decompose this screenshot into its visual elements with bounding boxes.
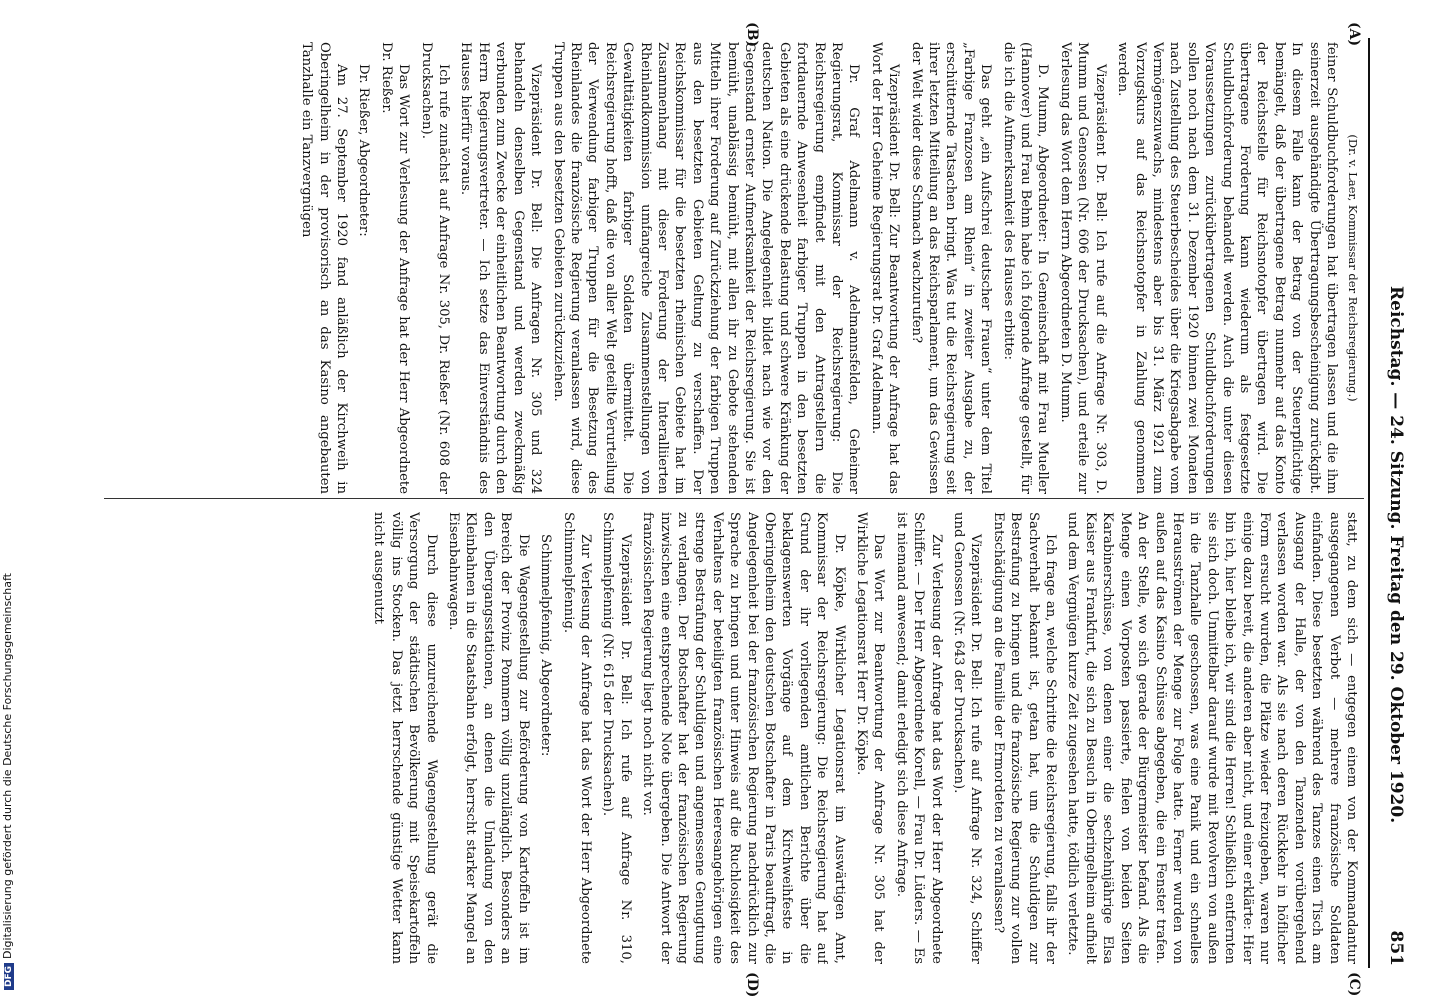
paragraph: Ich rufe zunächst auf Anfrage Nr. 305, Dr. Rießer (Nr. 608 der Drucksachen).	[418, 42, 452, 494]
paragraph: Vizepräsident Dr. Bell: Die Anfragen Nr. 305 und 324 behandeln denselben Gegenstand und werden zweckmäßig verbunden zum Zwecke der einheitlichen Beantwortung durch den Herrn Regierungsvertreter. — Ich setze das Einverständnis des Hauses hierfür voraus.	[458, 42, 544, 494]
left-column	[110, 42, 1360, 494]
paragraph: Dr. Köpke, Wirklicher Legationsrat im Auswärtigen Amt, Kommissar der Reichsregierung: Die Reichsregierung hat auf Grund der ihr vorliegenden amtlichen Berichte über die beklagenswerten Vorgänge auf dem Kirchweihfeste in Oberingelheim den deutschen Botschafter in Paris beauftragt, die Angelegenheit bei der französischen Regierung nachdrücklich zur Sprache zu bringen und unter Hinweis auf die Ruchlosigkeit des Verhaltens der beteiligten französischen Heeresangehörigen eine strenge Bestrafung der Schuldigen und angemessene Genugtuung zu verlangen. Der Botschafter hat der französischen Regierung inzwischen eine entsprechende Note übergeben. Die Antwort der französischen Regierung liegt noch nicht vor.	[640, 512, 847, 964]
header-title: Reichstag. — 24. Sitzung. Freitag den 29. Oktober 1920.	[1386, 286, 1406, 824]
margin-marker-c: (C)	[1346, 972, 1362, 997]
column-divider	[104, 498, 1364, 499]
dfg-logo: DFG	[4, 963, 14, 990]
header-rule	[1368, 38, 1370, 968]
paragraph: statt, zu dem sich — entgegen einem von der Kommandantur ausgegangenen Verbot — mehrere französische Soldaten einfanden. Diese besetzten während des Tanzes einen Tisch am Ausgang der Halle, der von den Tanzenden vorübergehend verlassen worden war. Als sie nach deren Rückkehr in höflicher Form ersucht wurden, die Plätze wieder freizugeben, waren nur einige dazu bereit, die anderen aber nicht, und einer erklärte: Hier bin ich, hier bleibe ich, wir sind die Herren! Schließlich entfernten sie sich doch. Unmittelbar darauf wurde mit Revolvern von außen in die Tanzhalle geschossen, was eine Panik und ein schnelles Herausströmen der Menge zur Folge hatte. Ferner wurden von außen auf das Kasino Schüsse abgegeben, die ein Fenster trafen. An der Stelle, wo sich gerade der Bürgermeister befand. Als die Menge einen Vorposten passierte, fielen von beiden Seiten Karabinerschüsse, von denen einer die sechzehnjährige Elsa Kaiser aus Frankfurt, die sich zu Besuch in Oberingelheim aufhielt und dem Vergnügen kurze Zeit zugesehen hatte, tödlich verletzte.	[1065, 512, 1359, 964]
document-page	[90, 22, 1410, 998]
digitization-note	[1, 0, 17, 990]
page-number: 851	[1386, 930, 1406, 966]
digitization-note-text: Digitalisierung gefördert durch die Deutsche Forschungsgemeinschaft	[1, 573, 14, 959]
margin-marker-d: (D)	[744, 972, 760, 998]
paragraph: D. Mumm, Abgeordneter: In Gemeinschaft mit Frau Mueller (Hannover) und Frau Behm habe ich folgende Anfrage gestellt, für die ich die Aufmerksamkeit des Hauses erbitte:	[1000, 42, 1051, 494]
paragraph: Das Wort zur Beantwortung der Anfrage Nr. 305 hat der Wirkliche Legationsrat Herr Dr. Köpke.	[854, 512, 887, 964]
paragraph: Vizepräsident Dr. Bell: Ich rufe auf die Anfrage Nr. 303, D. Mumm und Genossen (Nr. 606 der Drucksachen), und erteile zur Verlesung das Wort dem Herrn Abgeordneten D. Mumm.	[1057, 42, 1108, 494]
paragraph: Durch diese unzureichende Wagengestellung gerät die Versorgung der städtischen Bevölkerung mit Speisekartoffeln völlig ins Stocken. Das jetzt herrschende günstige Wetter kann nicht ausgenutzt	[371, 512, 439, 964]
speaker-running-head: (Dr. v. Laer, Kommissar der Reichsregierung.)	[1346, 134, 1360, 402]
paragraph: Schimmelpfennig, Abgeordneter:	[538, 534, 554, 757]
paragraph: Dr. Graf Adelmann v. Adelmannsfelden, Geheimer Regierungsrat, Kommissar der Reichsregierung: Die Reichsregierung empfindet mit den Antragstellern die fortdauernde Anwesenheit farbiger Truppen in den besetzten Gebieten als eine drückende Belastung und schwere Kränkung der deutschen Nation. Die Angelegenheit bildet nach wie vor den Gegenstand ernster Aufmerksamkeit der Reichsregierung. Sie ist bemüht, unablässig bemüht, mit allen ihr zu Gebote stehenden Mitteln ihrer Forderung auf Zurückziehung der farbigen Truppen aus den besetzten Gebieten Geltung zu verschaffen. Der Reichskommissar für die besetzten rheinischen Gebiete hat im Zusammenhang mit dieser Forderung der Interalliierten Rheinlandkommission umfangreiche Zusammenstellungen von Gewalttätigkeiten farbiger Soldaten übermittelt. Die Reichsregierung hofft, daß die von aller Welt geteilte Verurteilung der Verwendung farbiger Truppen für die Besetzung des Rheinlandes die französische Regierung veranlassen wird, diese Truppen aus den besetzten Gebieten zurückzuziehen.	[550, 42, 862, 494]
paragraph: Vizepräsident Dr. Bell: Ich rufe auf Anfrage Nr. 324, Schiffer und Genossen (Nr. 643 der Drucksachen).	[951, 512, 984, 964]
paragraph: feiner Schuldbuchforderungen hat übertragen lassen und die ihm seinerzeit ausgehändigte Übertragungsbescheinigung zurückgibt. In diesem Falle kann der Betrag von der Steuerpflichtige bemängelt, daß der übertragene Betrag nunmehr auf das Konto der Reichsstelle für Reichsnotopfer übertragen wird. Die übertragene Forderung kann wiederum als festgesetzte Schuldbuchforderung behandelt werden. Auch die unter diesen Voraussetzungen zurückübertragenen Schuldbuchforderungen sollen noch nach dem 31. Dezember 1920 binnen zwei Monaten nach Zustellung des Steuerbescheides über die Kriegsabgabe vom Vermögenszuwachs, mindestens aber bis 31. März 1921 zum Vorzugskurs auf das Reichsnotopfer in Zahlung genommen werden.	[1115, 42, 1339, 494]
paragraph: Vizepräsident Dr. Bell: Ich rufe auf Anfrage Nr. 310, Schimmelpfennig (Nr. 615 der Drucksachen).	[600, 512, 633, 964]
right-column	[110, 512, 1360, 964]
margin-marker-a: (A)	[1346, 22, 1362, 47]
margin-marker-b: (B)	[744, 22, 760, 48]
paragraph: Dr. Rießer, Abgeordneter:	[356, 64, 372, 237]
paragraph: Das geht „ein Aufschrei deutscher Frauen“ unter dem Titel „Farbige Franzosen am Rhein“ in zweiter Ausgabe zu, der erschütternde Tatsachen bringt. Was tut die Reichsregierung seit ihrer letzten Mitteilung an das Reichsparlament, um das Gewissen der Welt wider diese Schmach wachzurufen?	[908, 42, 994, 494]
paragraph: Am 27. September 1920 fand anläßlich der Kirchweih in Oberingelheim in der provisorisch an das Kasino angebauten Tanzhalle ein Tanzvergnügen	[299, 42, 350, 494]
paragraph: Zur Verlesung der Anfrage hat das Wort der Herr Abgeordnete Schiffer. — Der Herr Abgeordnete Korell, — Frau Dr. Lüders. — Es ist niemand anwesend; damit erledigt sich diese Anfrage.	[893, 512, 944, 964]
paragraph: Vizepräsident Dr. Bell: Zur Beantwortung der Anfrage hat das Wort der Herr Geheime Regierungsrat Dr. Graf Adelmann.	[868, 42, 902, 494]
paragraph: Ich frage an, welche Schritte die Reichsregierung, falls ihr der Sachverhalt bekannt ist, getan hat, um die Schuldigen zur Bestrafung zu bringen und die französische Regierung zur vollen Entschädigung an die Familie der Ermordeten zu veranlassen?	[990, 512, 1059, 964]
paragraph: Das Wort zur Verlesung der Anfrage hat der Herr Abgeordnete Dr. Rießer.	[378, 42, 412, 494]
paragraph: Zur Verlesung der Anfrage hat das Wort der Herr Abgeordnete Schimmelpfennig.	[560, 512, 593, 964]
page-header	[1378, 46, 1410, 966]
paragraph: Die Wagengestellung zur Beförderung von Kartoffeln ist im Bereich der Provinz Pommern völlig unzulänglich. Besonders an den Übergangsstationen, an denen die Umladung von den Kleinbahnen in die Staatsbahn erfolgt, herrscht starker Mangel an Eisenbahnwagen.	[446, 512, 531, 964]
